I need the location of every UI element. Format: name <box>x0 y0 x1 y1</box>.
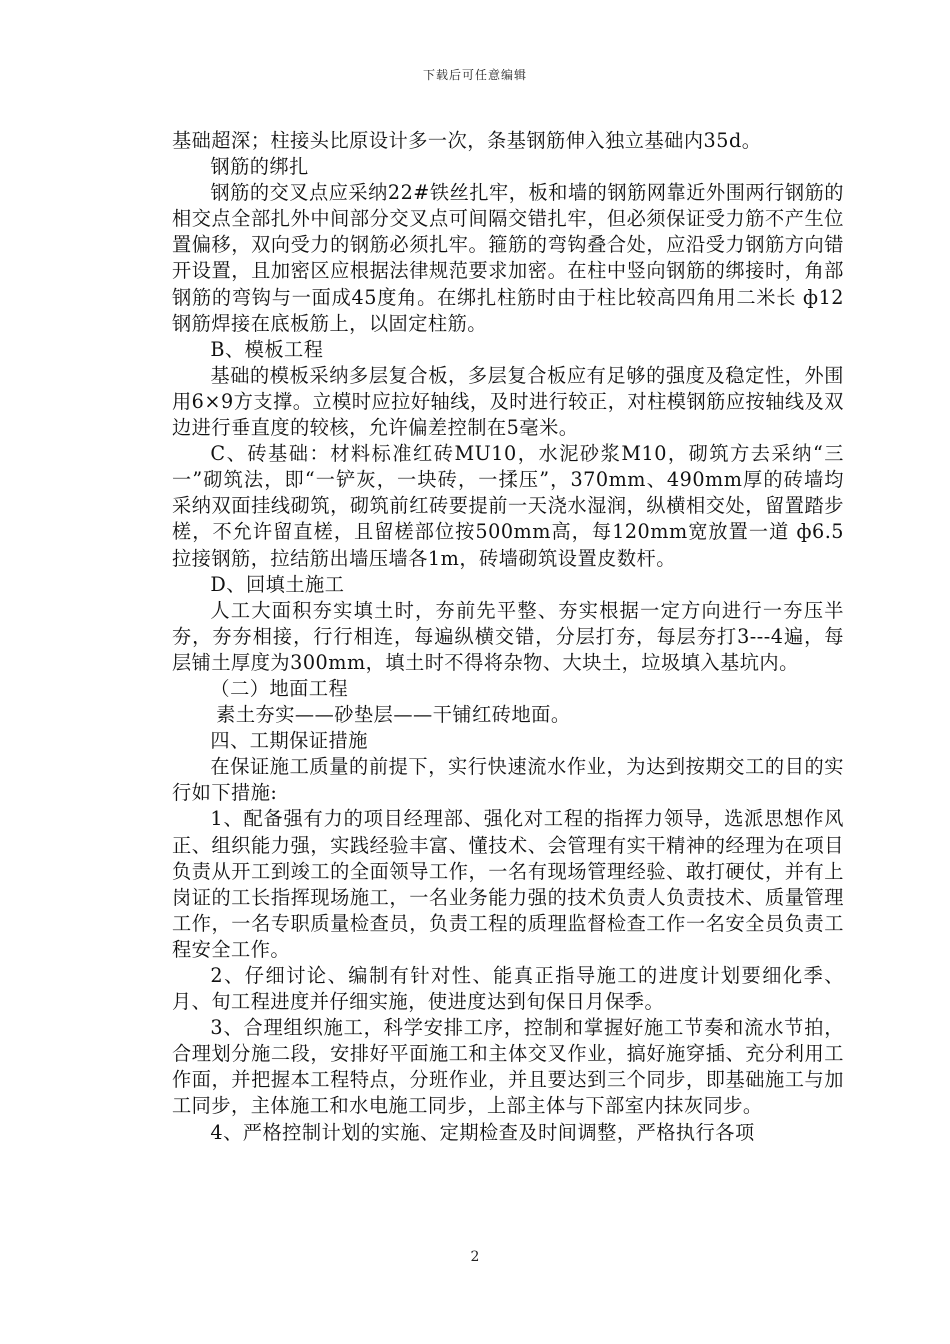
list-item: 2、仔细讨论、编制有针对性、能真正指导施工的进度计划要细化季、月、旬工程进度并仔细实施，使进度达到旬保日月保季。 <box>172 964 844 1014</box>
paragraph: 素土夯实——砂垫层——干铺红砖地面。 <box>216 703 571 727</box>
section-heading: 钢筋的绑扎 <box>210 155 309 179</box>
paragraph: C、砖基础：材料标准红砖MU10，水泥砂浆M10，砌筑方去采纳“三一”砌筑法，即“一铲灰，一块砖，一揉压”，370mm、490mm厚的砖墙均采纳双面挂线砌筑，砌筑前红砖要提前一天浇水湿润，纵横相交处，留置踏步槎，不允许留直槎，且留槎部位按500mm高，每120mm宽放置一道 ф6.5 拉接钢筋，拉结筋出墙压墙各1m，砖墙砌筑设置皮数杆。 <box>172 442 844 570</box>
list-item: 3、合理组织施工，科学安排工序，控制和掌握好施工节奏和流水节拍，合理划分施二段，安排好平面施工和主体交叉作业，搞好施穿插、充分利用工作面，并把握本工程特点，分班作业，并且要达到三个同步，即基础施工与加工同步，主体施工和水电施工同步，上部主体与下部室内抹灰同步。 <box>172 1016 844 1118</box>
paragraph: 在保证施工质量的前提下，实行快速流水作业，为达到按期交工的目的实行如下措施: <box>172 755 844 805</box>
paragraph: 基础的模板采纳多层复合板，多层复合板应有足够的强度及稳定性，外围用6×9方支撑。立模时应拉好轴线，及时进行较正，对柱模钢筋应按轴线及双边进行垂直度的较核，允许偏差控制在5毫米。 <box>172 363 844 440</box>
paragraph: 钢筋的交叉点应采纳22#铁丝扎牢，板和墙的钢筋网靠近外围两行钢筋的相交点全部扎外中间部分交叉点可间隔交错扎牢，但必须保证受力筋不产生位置偏移，双向受力的钢筋必须扎牢。箍筋的弯钩叠合处，应沿受力钢筋方向错开设置，且加密区应根据法律规范要求加密。在柱中竖向钢筋的绑接时，角部钢筋的弯钩与一面成45度角。在绑扎柱筋时由于柱比较高四角用二米长 ф12 钢筋焊接在底板筋上，以固定柱筋。 <box>172 181 844 335</box>
section-heading: D、回填土施工 <box>210 572 345 596</box>
paragraph: 人工大面积夯实填土时，夯前先平整、夯实根据一定方向进行一夯压半夯，夯夯相接，行行相连，每遍纵横交错，分层打夯，每层夯打3---4遍，每层铺土厚度为300mm，填土时不得将杂物、大块土，垃圾填入基坑内。 <box>172 598 844 674</box>
page-number: 2 <box>470 1249 480 1265</box>
section-heading: 四、工期保证措施 <box>210 729 368 753</box>
list-item: 1、配备强有力的项目经理部、强化对工程的指挥力领导，选派思想作风正、组织能力强，实践经验丰富、懂技术、会管理有实干精神的经理为在项目负责从开工到竣工的全面领导工作，一名有现场管理经验、敢打硬仗，并有上岗证的工长指挥现场施工，一名业务能力强的技术负责人负责技术、质量管理工作，一名专职质量检查员，负责工程的质理监督检查工作一名安全员负责工程安全工作。 <box>172 807 844 961</box>
list-item: 4、严格控制计划的实施、定期检查及时间调整，严格执行各项 <box>210 1120 755 1144</box>
page-header: 下载后可任意编辑 <box>422 68 527 82</box>
section-heading: B、模板工程 <box>210 337 324 361</box>
document-body <box>172 128 844 1146</box>
paragraph: 基础超深；柱接头比原设计多一次，条基钢筋伸入独立基础内35d。 <box>172 129 762 152</box>
section-heading: （二）地面工程 <box>210 676 349 700</box>
